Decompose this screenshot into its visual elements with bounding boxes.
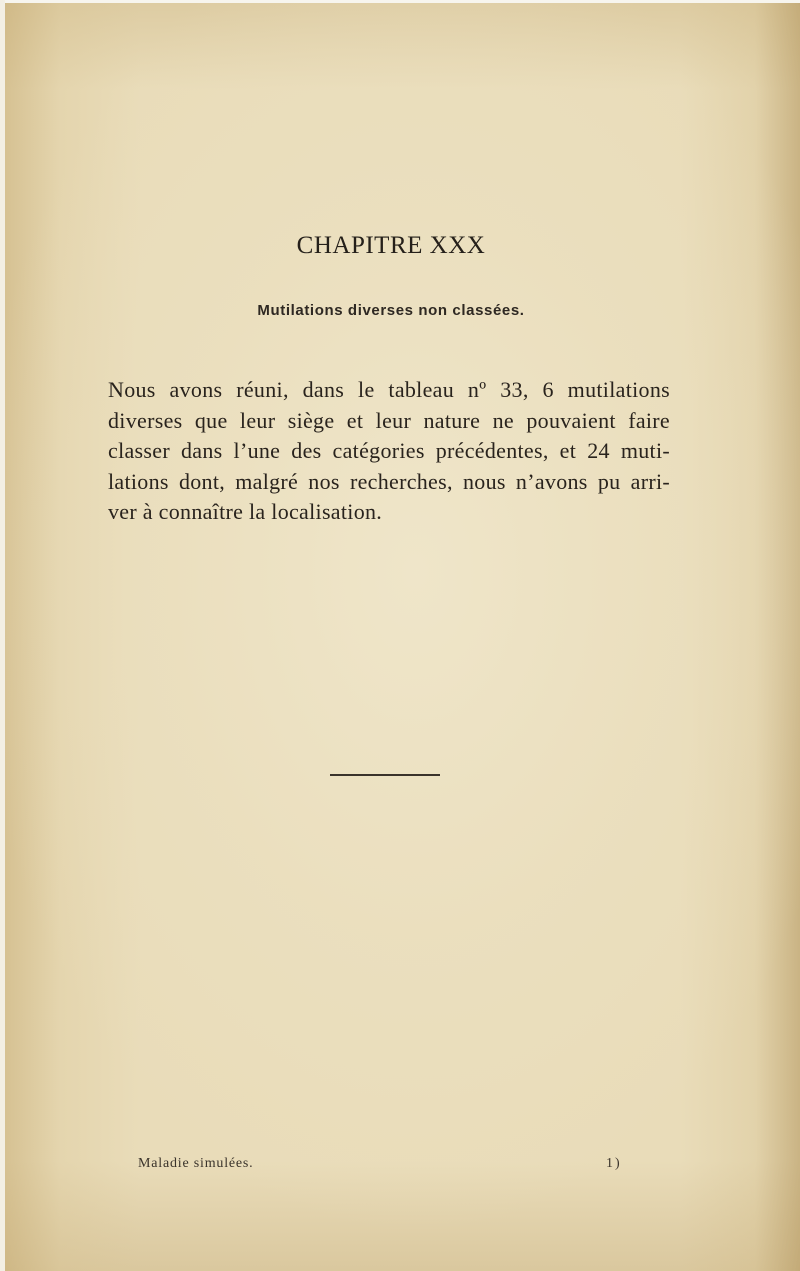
signature-mark: Maladie simulées. <box>138 1156 254 1171</box>
page-top-edge <box>0 0 800 3</box>
body-line: diverses que leur siège et leur nature ne pouvaient faire <box>108 407 670 433</box>
chapter-title: CHAPITRE XXX <box>296 232 486 259</box>
signature-number: 1) <box>606 1156 622 1171</box>
body-paragraph <box>108 375 670 528</box>
body-line: lations dont, malgré nos recherches, nous n’avons pu arri- <box>108 468 670 494</box>
body-line: Nous avons réuni, dans le tableau nº 33, 6 mutilations <box>108 377 670 402</box>
chapter-subtitle: Mutilations diverses non classées. <box>257 302 525 319</box>
body-line: classer dans l’une des catégories précédentes, et 24 muti- <box>108 438 670 463</box>
body-line: ver à connaître la localisation. <box>108 499 383 524</box>
page-left-edge <box>0 0 5 1271</box>
section-end-rule <box>330 774 440 776</box>
